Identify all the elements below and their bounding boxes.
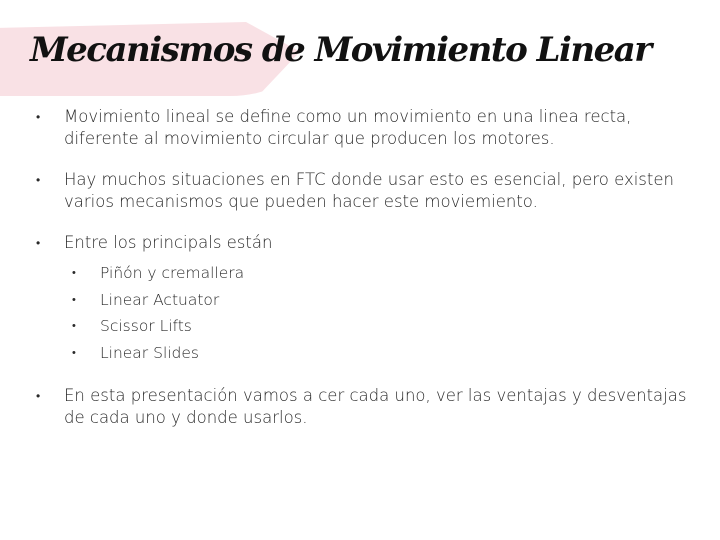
bullet-text: En esta presentación vamos a cer cada uno, ver las ventajas y desventajas de cada uno y donde usarlos.: [64, 386, 687, 427]
bullet-text: Entre los principals están: [64, 233, 273, 252]
sub-bullet-item: • Linear Slides: [64, 340, 708, 367]
bullet-item: [36, 169, 708, 213]
bullet-text: Hay muchos situaciones en FTC donde usar esto es esencial, pero existen varios mecanismos que pueden hacer este moviemiento.: [64, 170, 674, 211]
slide-title: Mecanismos de Movimiento Linear: [30, 30, 651, 70]
bullet-item: [36, 385, 708, 429]
bullet-list: [36, 106, 708, 448]
bullet-text: Movimiento lineal se define como un movimiento en una linea recta, diferente al movimiento circular que producen los motores.: [64, 107, 632, 148]
bullet-item: [36, 106, 708, 150]
sub-bullet-list: [64, 260, 708, 366]
sub-bullet-item: • Scissor Lifts: [64, 313, 708, 340]
bullet-item: [36, 232, 708, 366]
sub-bullet-item: • Linear Actuator: [64, 287, 708, 314]
sub-bullet-item: • Piñón y cremallera: [64, 260, 708, 287]
